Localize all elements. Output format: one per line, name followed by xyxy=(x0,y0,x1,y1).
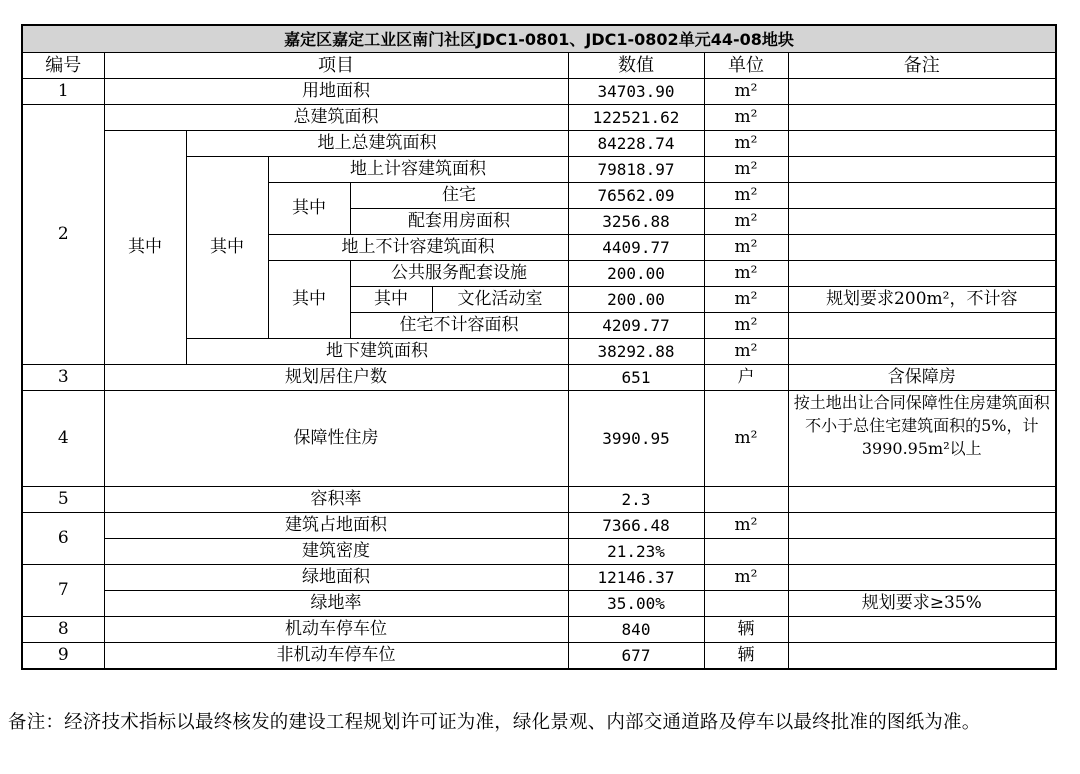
row-unit xyxy=(704,487,788,513)
table-title-row xyxy=(22,25,1056,53)
sub-label-level1: 其中 xyxy=(104,131,186,365)
row-unit: m² xyxy=(704,105,788,131)
row-value: 7366.48 xyxy=(568,513,704,539)
row-unit: m² xyxy=(704,235,788,261)
row-label: 文化活动室 xyxy=(432,287,568,313)
row-note xyxy=(788,157,1056,183)
row-note xyxy=(788,313,1056,339)
row-value: 84228.74 xyxy=(568,131,704,157)
table-row xyxy=(22,643,1056,670)
row-label: 地上不计容建筑面积 xyxy=(268,235,568,261)
row-note xyxy=(788,643,1056,670)
table-row xyxy=(22,105,1056,131)
row-value: 3990.95 xyxy=(568,391,704,487)
row-id: 4 xyxy=(22,391,104,487)
row-value: 651 xyxy=(568,365,704,391)
table-row xyxy=(22,591,1056,617)
row-value: 35.00% xyxy=(568,591,704,617)
row-id: 6 xyxy=(22,513,104,565)
row-label: 配套用房面积 xyxy=(350,209,568,235)
footnote: 备注：经济技术指标以最终核发的建设工程规划许可证为准，绿化景观、内部交通道路及停车以最终批准的图纸为准。 xyxy=(8,712,981,733)
row-value: 840 xyxy=(568,617,704,643)
row-value: 38292.88 xyxy=(568,339,704,365)
row-note: 规划要求≥35% xyxy=(788,591,1056,617)
table-row xyxy=(22,391,1056,487)
indicator-table-sheet xyxy=(21,24,1055,670)
row-unit: m² xyxy=(704,157,788,183)
table-row xyxy=(22,79,1056,105)
header-item: 项目 xyxy=(104,53,568,79)
row-unit: m² xyxy=(704,313,788,339)
row-id: 3 xyxy=(22,365,104,391)
row-unit: m² xyxy=(704,183,788,209)
row-unit: m² xyxy=(704,79,788,105)
row-id: 5 xyxy=(22,487,104,513)
row-label: 规划居住户数 xyxy=(104,365,568,391)
table-row xyxy=(22,131,1056,157)
row-note xyxy=(788,235,1056,261)
header-note: 备注 xyxy=(788,53,1056,79)
table-row xyxy=(22,513,1056,539)
header-unit: 单位 xyxy=(704,53,788,79)
row-unit: 户 xyxy=(704,365,788,391)
row-label: 公共服务配套设施 xyxy=(350,261,568,287)
sub-label-level2: 其中 xyxy=(186,157,268,339)
row-value: 12146.37 xyxy=(568,565,704,591)
row-label: 建筑占地面积 xyxy=(104,513,568,539)
table-row xyxy=(22,487,1056,513)
row-label: 保障性住房 xyxy=(104,391,568,487)
row-value: 4409.77 xyxy=(568,235,704,261)
row-note xyxy=(788,617,1056,643)
row-unit: m² xyxy=(704,513,788,539)
row-value: 4209.77 xyxy=(568,313,704,339)
row-note xyxy=(788,183,1056,209)
row-note: 规划要求200m²，不计容 xyxy=(788,287,1056,313)
row-label: 绿地面积 xyxy=(104,565,568,591)
table-title: 嘉定区嘉定工业区南门社区JDC1-0801、JDC1-0802单元44-08地块 xyxy=(22,25,1056,53)
row-value: 2.3 xyxy=(568,487,704,513)
row-label: 总建筑面积 xyxy=(104,105,568,131)
row-label: 绿地率 xyxy=(104,591,568,617)
sub-label-level4: 其中 xyxy=(350,287,432,313)
row-unit: 辆 xyxy=(704,617,788,643)
row-label: 地上计容建筑面积 xyxy=(268,157,568,183)
row-id: 9 xyxy=(22,643,104,670)
row-note xyxy=(788,339,1056,365)
row-label: 机动车停车位 xyxy=(104,617,568,643)
table-row xyxy=(22,617,1056,643)
header-id: 编号 xyxy=(22,53,104,79)
row-value: 79818.97 xyxy=(568,157,704,183)
header-value: 数值 xyxy=(568,53,704,79)
table-row xyxy=(22,365,1056,391)
row-note xyxy=(788,105,1056,131)
row-unit: 辆 xyxy=(704,643,788,670)
indicator-table xyxy=(21,24,1057,670)
row-value: 677 xyxy=(568,643,704,670)
row-unit xyxy=(704,591,788,617)
row-unit: m² xyxy=(704,131,788,157)
row-id: 1 xyxy=(22,79,104,105)
sub-label-level3: 其中 xyxy=(268,183,350,235)
row-label: 地上总建筑面积 xyxy=(186,131,568,157)
row-value: 200.00 xyxy=(568,287,704,313)
row-label: 住宅不计容面积 xyxy=(350,313,568,339)
row-note xyxy=(788,539,1056,565)
table-header-row xyxy=(22,53,1056,79)
row-value: 3256.88 xyxy=(568,209,704,235)
row-note: 含保障房 xyxy=(788,365,1056,391)
row-note: 按土地出让合同保障性住房建筑面积不小于总住宅建筑面积的5%，计3990.95m²以上 xyxy=(788,391,1056,487)
row-unit xyxy=(704,539,788,565)
row-id: 8 xyxy=(22,617,104,643)
row-note xyxy=(788,565,1056,591)
row-label: 用地面积 xyxy=(104,79,568,105)
row-value: 200.00 xyxy=(568,261,704,287)
row-unit: m² xyxy=(704,339,788,365)
row-label: 容积率 xyxy=(104,487,568,513)
row-value: 76562.09 xyxy=(568,183,704,209)
row-value: 21.23% xyxy=(568,539,704,565)
table-row xyxy=(22,539,1056,565)
row-value: 34703.90 xyxy=(568,79,704,105)
row-note xyxy=(788,513,1056,539)
row-note xyxy=(788,79,1056,105)
row-unit: m² xyxy=(704,209,788,235)
row-value: 122521.62 xyxy=(568,105,704,131)
row-note xyxy=(788,131,1056,157)
row-note xyxy=(788,261,1056,287)
table-row xyxy=(22,565,1056,591)
row-id: 2 xyxy=(22,105,104,365)
row-unit: m² xyxy=(704,261,788,287)
row-note xyxy=(788,487,1056,513)
row-label: 非机动车停车位 xyxy=(104,643,568,670)
row-id: 7 xyxy=(22,565,104,617)
row-unit: m² xyxy=(704,287,788,313)
row-label: 住宅 xyxy=(350,183,568,209)
row-label: 建筑密度 xyxy=(104,539,568,565)
row-label: 地下建筑面积 xyxy=(186,339,568,365)
row-unit: m² xyxy=(704,565,788,591)
sub-label-level3: 其中 xyxy=(268,261,350,339)
row-note xyxy=(788,209,1056,235)
row-unit: m² xyxy=(704,391,788,487)
